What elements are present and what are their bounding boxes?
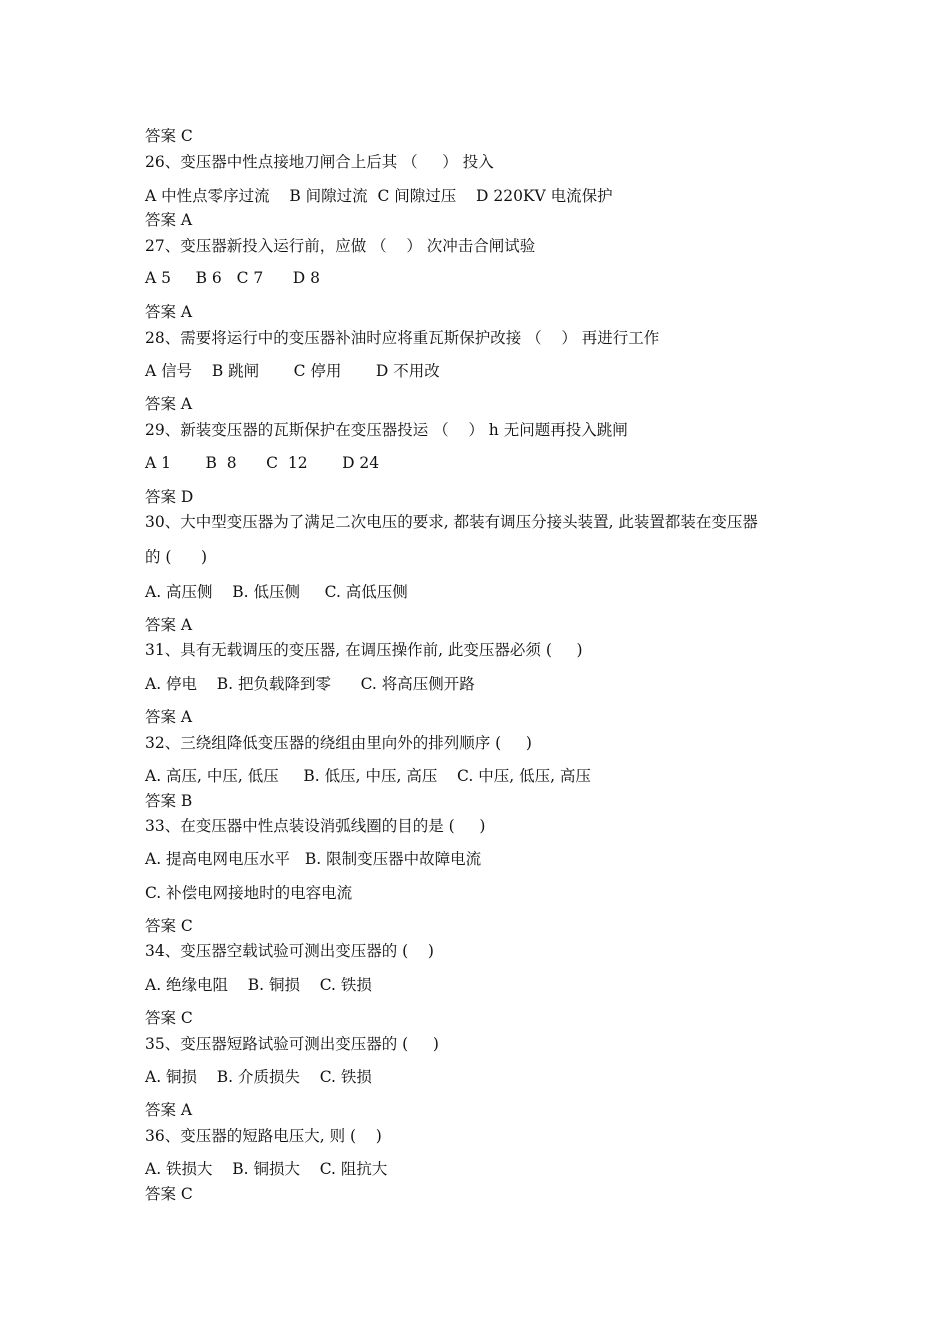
options-line: A 中性点零序过流 B 间隙过流 C 间隙过压 D 220KV 电流保护 xyxy=(145,187,613,205)
answer-line: 答案 A xyxy=(145,616,193,634)
answer-line: 答案 A xyxy=(145,708,193,726)
question-line: 27、变压器新投入运行前，应做 （ ） 次冲击合闸试验 xyxy=(145,237,536,255)
options-line: A. 停电 B. 把负载降到零 C. 将高压侧开路 xyxy=(145,675,475,693)
question-line: 32、三绕组降低变压器的绕组由里向外的排列顺序 ( ) xyxy=(145,734,532,752)
question-line: 34、变压器空载试验可测出变压器的 ( ) xyxy=(145,942,434,960)
question-line: 35、变压器短路试验可测出变压器的 ( ) xyxy=(145,1035,439,1053)
answer-line: 答案 A xyxy=(145,211,193,229)
options-line: A. 高压, 中压, 低压 B. 低压, 中压, 高压 C. 中压, 低压, 高压 xyxy=(145,767,591,785)
question-line: 29、新装变压器的瓦斯保护在变压器投运 （ ） h 无问题再投入跳闸 xyxy=(145,421,628,439)
question-line: 36、变压器的短路电压大, 则 ( ) xyxy=(145,1127,382,1145)
options-line: A. 高压侧 B. 低压侧 C. 高低压侧 xyxy=(145,583,408,601)
answer-line: 答案 C xyxy=(145,127,193,145)
question-line-cont: 的 ( ) xyxy=(145,548,208,566)
answer-line: 答案 D xyxy=(145,488,194,506)
options-line: A. 铜损 B. 介质损失 C. 铁损 xyxy=(145,1068,372,1086)
options-line: C. 补偿电网接地时的电容电流 xyxy=(145,884,353,902)
question-line: 30、大中型变压器为了满足二次电压的要求, 都装有调压分接头装置, 此装置都装在变压器 xyxy=(145,513,758,531)
answer-line: 答案 A xyxy=(145,395,193,413)
question-line: 33、在变压器中性点装设消弧线圈的目的是 ( ) xyxy=(145,817,486,835)
options-line: A. 绝缘电阻 B. 铜损 C. 铁损 xyxy=(145,976,372,994)
answer-line: 答案 A xyxy=(145,1101,193,1119)
options-line: A 1 B 8 C 12 D 24 xyxy=(145,454,380,472)
answer-line: 答案 A xyxy=(145,303,193,321)
answer-line: 答案 C xyxy=(145,1009,193,1027)
answer-line: 答案 C xyxy=(145,1185,193,1203)
options-line: A. 提高电网电压水平 B. 限制变压器中故障电流 xyxy=(145,850,482,868)
question-line: 28、需要将运行中的变压器补油时应将重瓦斯保护改接 （ ） 再进行工作 xyxy=(145,329,660,347)
options-line: A 信号 B 跳闸 C 停用 D 不用改 xyxy=(145,362,440,380)
options-line: A 5 B 6 C 7 D 8 xyxy=(145,269,321,287)
options-line: A. 铁损大 B. 铜损大 C. 阻抗大 xyxy=(145,1160,388,1178)
question-line: 31、具有无载调压的变压器, 在调压操作前, 此变压器必须 ( ) xyxy=(145,641,583,659)
answer-line: 答案 B xyxy=(145,792,193,810)
answer-line: 答案 C xyxy=(145,917,193,935)
question-line: 26、变压器中性点接地刀闸合上后其 （ ） 投入 xyxy=(145,153,494,171)
